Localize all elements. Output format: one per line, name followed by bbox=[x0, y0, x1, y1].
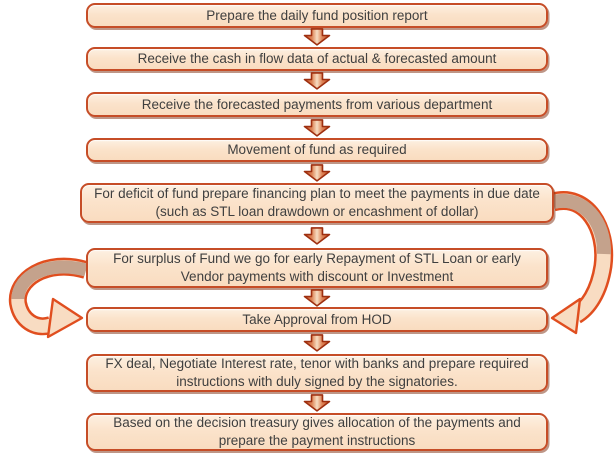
down-arrow-icon bbox=[302, 164, 332, 182]
flow-step-9: Based on the decision treasury gives allocation of the payments and prepare the payment instructions bbox=[86, 413, 548, 451]
down-arrow-icon bbox=[302, 394, 332, 412]
flow-step-5: For deficit of fund prepare financing plan to meet the payments in due date (such as STL loan drawdown or encashment of dollar) bbox=[80, 183, 554, 223]
down-arrow-icon bbox=[302, 119, 332, 137]
flow-step-8: FX deal, Negotiate Interest rate, tenor with banks and prepare required instructions with duly signed by the signatories. bbox=[86, 354, 548, 392]
curved-arrow-left-icon bbox=[8, 252, 88, 346]
down-arrow-icon bbox=[302, 334, 332, 352]
curved-arrow-right-icon bbox=[550, 186, 614, 336]
down-arrow-icon bbox=[302, 72, 332, 90]
flow-step-2: Receive the cash in flow data of actual & forecasted amount bbox=[86, 47, 548, 71]
flow-step-3: Receive the forecasted payments from various department bbox=[86, 92, 548, 117]
down-arrow-icon bbox=[302, 28, 332, 46]
down-arrow-icon bbox=[302, 227, 332, 245]
flow-step-6: For surplus of Fund we go for early Repayment of STL Loan or early Vendor payments with discount or Investment bbox=[86, 248, 548, 288]
down-arrow-icon bbox=[302, 289, 332, 307]
flow-step-7: Take Approval from HOD bbox=[86, 307, 548, 332]
flow-step-1: Prepare the daily fund position report bbox=[86, 3, 548, 28]
flow-step-4: Movement of fund as required bbox=[86, 138, 548, 162]
